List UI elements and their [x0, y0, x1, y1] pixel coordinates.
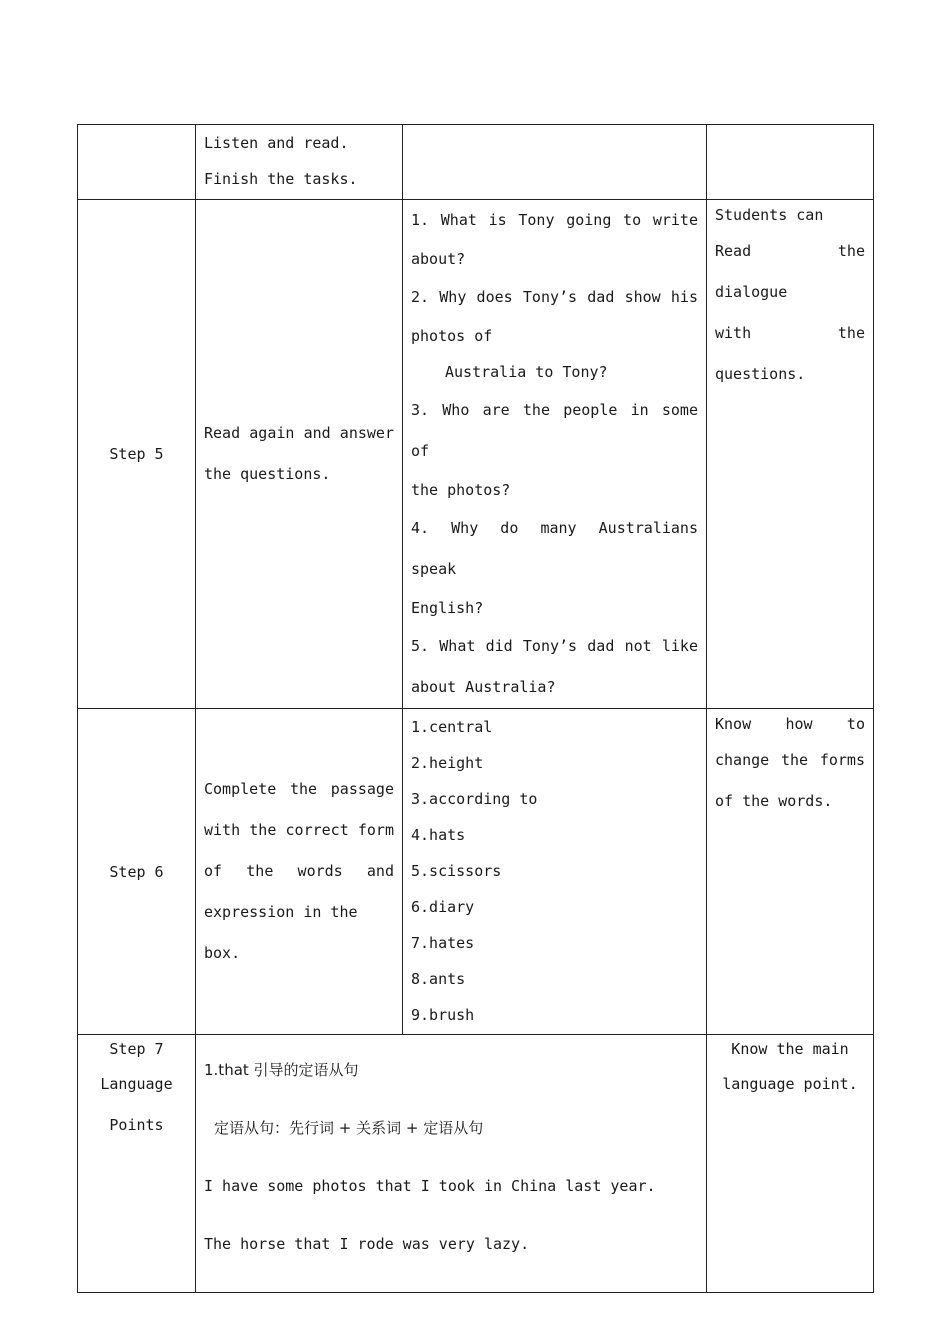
step-cell: [78, 709, 196, 1035]
answer-line: 7.hates: [411, 934, 475, 952]
step-cell: [78, 200, 196, 709]
question-line: about?: [411, 250, 466, 268]
content-cell: [403, 125, 707, 200]
question-line: 4. Why do many Australians speak: [411, 519, 698, 578]
question-line: English?: [411, 599, 484, 617]
purpose-cell: [707, 125, 874, 200]
step-cell: [78, 125, 196, 200]
purpose-cell: [707, 709, 874, 1035]
question-line: 2. Why does Tony’s dad show his: [411, 288, 698, 306]
activity-line: the questions.: [204, 465, 331, 483]
purpose-line: language point.: [722, 1075, 858, 1093]
answer-line: 9.brush: [411, 1006, 475, 1024]
question-line: photos of: [411, 327, 493, 345]
content-cell: [403, 200, 707, 709]
step-label: Language: [100, 1075, 173, 1093]
answer-line: 3.according to: [411, 790, 538, 808]
purpose-cell: [707, 200, 874, 709]
question-line: 1. What is Tony going to write: [411, 211, 698, 229]
activity-line: Read again and answer: [204, 424, 394, 442]
purpose-line: Know how to: [715, 715, 865, 733]
question-line: the photos?: [411, 481, 511, 499]
table-row: [78, 200, 874, 709]
grammar-heading: 1.that 引导的定语从句: [204, 1061, 359, 1079]
activity-line: Finish the tasks.: [204, 170, 358, 188]
question-line: 5. What did Tony’s dad not like: [411, 637, 698, 655]
purpose-line: questions.: [715, 365, 806, 383]
purpose-line: Students can: [715, 206, 824, 224]
activity-line: Listen and read.: [204, 134, 349, 152]
activity-cell: [196, 200, 403, 709]
step-cell: [78, 1035, 196, 1293]
table-row: [78, 709, 874, 1035]
example-sentence: The horse that I rode was very lazy.: [204, 1235, 530, 1253]
example-sentence: I have some photos that I took in China last year.: [204, 1177, 656, 1195]
table-row: [78, 125, 874, 200]
question-line: 3. Who are the people in some of: [411, 401, 698, 460]
step-label: Step 7: [109, 1040, 164, 1058]
purpose-cell: [707, 1035, 874, 1293]
answer-line: 1.central: [411, 718, 493, 736]
answer-line: 8.ants: [411, 970, 466, 988]
question-line: about Australia?: [411, 678, 556, 696]
purpose-line: of the words.: [715, 792, 833, 810]
question-line: Australia to Tony?: [445, 363, 608, 381]
step-label: Step 5: [109, 445, 164, 463]
purpose-line: change the forms: [715, 751, 865, 769]
purpose-line: Read the dialogue: [715, 242, 865, 301]
grammar-structure: 定语从句：先行词 + 关系词 + 定语从句: [214, 1119, 484, 1137]
purpose-line: with the: [715, 324, 865, 342]
lesson-plan-table: [77, 124, 874, 1293]
activity-line: with the correct form: [204, 821, 394, 839]
activity-cell: [196, 125, 403, 200]
table-row: [78, 1035, 874, 1293]
step-label: Step 6: [109, 862, 164, 881]
activity-line: of the words and: [204, 862, 394, 880]
activity-line: expression in the box.: [204, 903, 358, 962]
activity-line: Complete the passage: [204, 780, 394, 798]
step-label: Points: [109, 1116, 164, 1134]
purpose-line: Know the main: [731, 1040, 849, 1058]
language-points-cell: [196, 1035, 707, 1293]
answer-line: 5.scissors: [411, 862, 502, 880]
activity-cell: [196, 709, 403, 1035]
answer-line: 6.diary: [411, 898, 475, 916]
content-cell: [403, 709, 707, 1035]
answer-line: 4.hats: [411, 826, 466, 844]
answer-line: 2.height: [411, 754, 484, 772]
